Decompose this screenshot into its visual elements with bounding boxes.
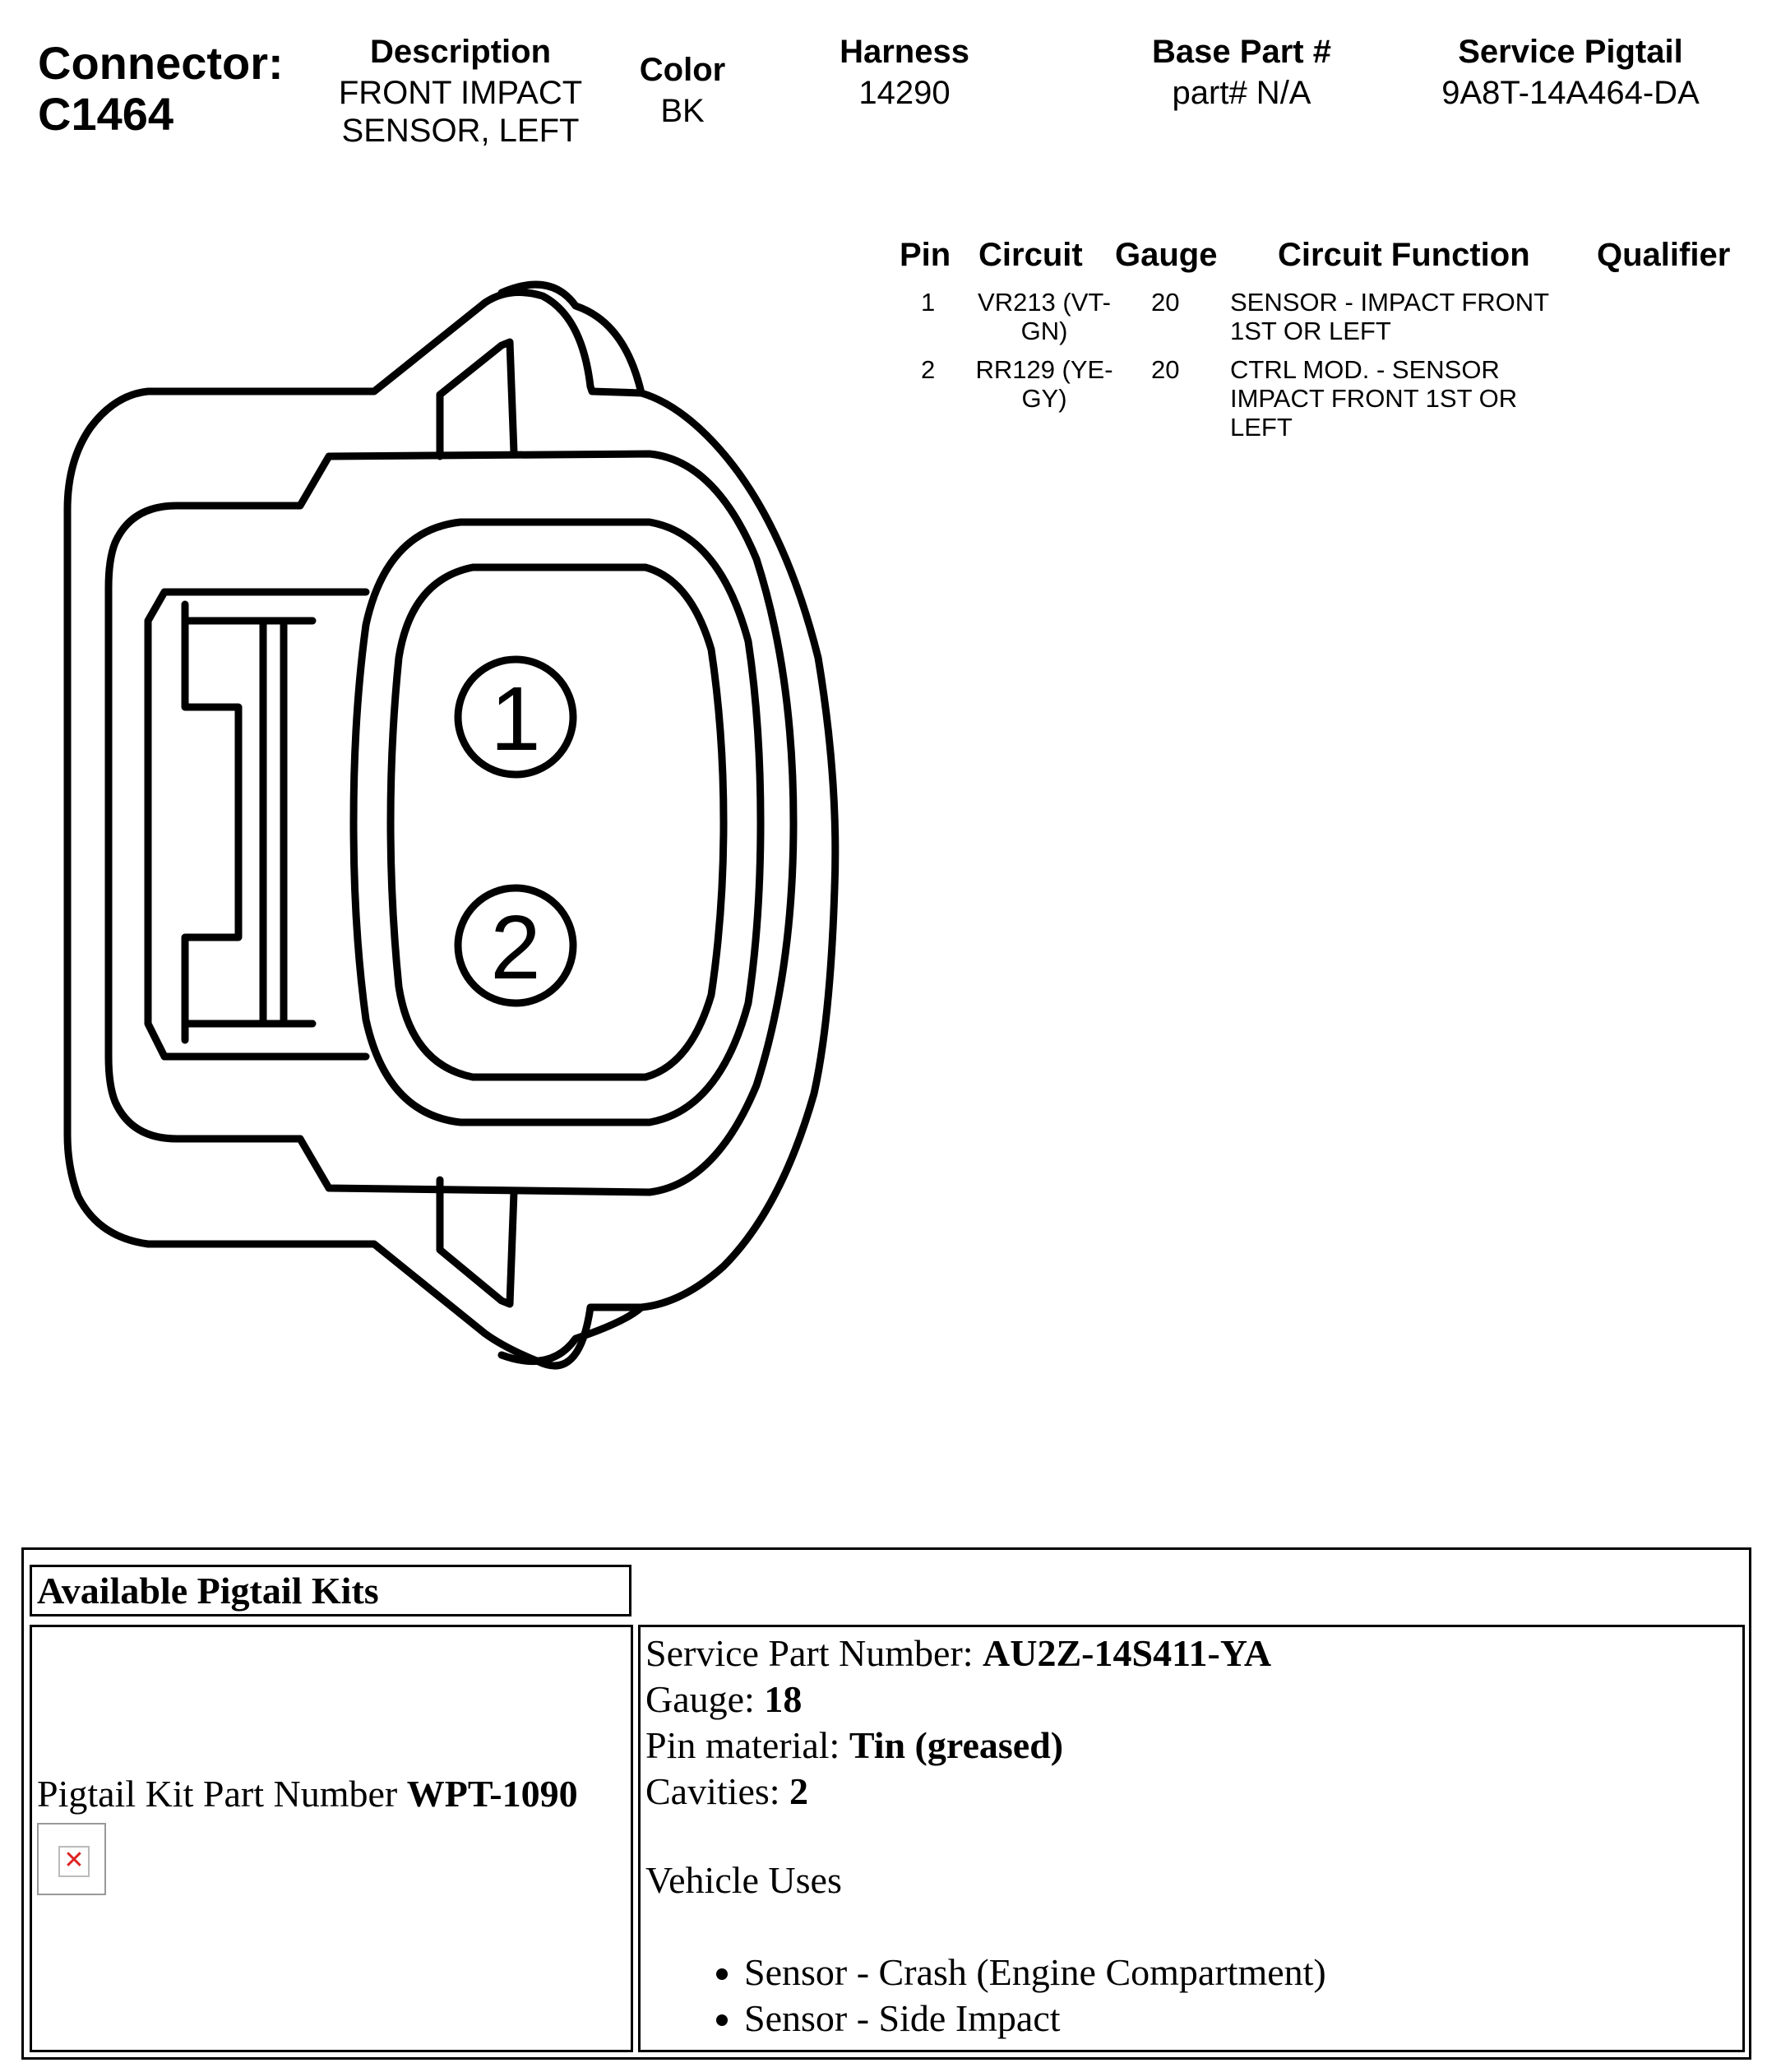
service-pigtail-column — [1414, 30, 1727, 112]
pigtail-kit-cell — [30, 1625, 633, 2052]
harness-value: 14290 — [858, 75, 951, 111]
table-row — [880, 355, 1751, 446]
broken-image-x-icon: ✕ — [58, 1846, 90, 1877]
list-item: • Sensor - Crash (Engine Compartment) — [744, 1949, 1742, 1996]
table-row — [880, 288, 1751, 354]
circuit-code: VR213 (VT- GN) — [978, 288, 1111, 345]
pin-label-1: 1 — [490, 668, 541, 770]
lock-latch-outline — [148, 592, 366, 1057]
pin-number: 2 — [921, 355, 936, 384]
harness-label: Harness — [840, 34, 969, 70]
connector-label: Connector: — [38, 37, 284, 89]
service-pigtail-value: 9A8T-14A464-DA — [1441, 75, 1700, 111]
base-part-column — [1102, 30, 1381, 112]
gauge-line — [645, 1677, 1742, 1723]
service-pigtail-label: Service Pigtail — [1458, 34, 1683, 70]
column-header-circuit: Circuit — [978, 237, 1083, 273]
description-label: Description — [369, 34, 552, 70]
pigtail-kits-heading: Available Pigtail Kits — [30, 1565, 631, 1616]
housing-back-rim — [502, 284, 641, 393]
pin-number: 1 — [921, 288, 936, 317]
circuit-function: SENSOR - IMPACT FRONT 1ST OR LEFT — [1230, 288, 1550, 345]
kit-gauge-value: 18 — [764, 1678, 803, 1720]
service-part-value: AU2Z-14S411-YA — [983, 1632, 1272, 1674]
pigtail-kit-part-number — [37, 1772, 578, 1815]
color-label: Color — [639, 52, 726, 88]
vehicle-uses-label: Vehicle Uses — [645, 1859, 842, 1901]
connector-face-diagram — [0, 0, 855, 1398]
service-part-label: Service Part Number: — [645, 1632, 983, 1674]
connector-id: C1464 — [38, 88, 174, 140]
pin-material-label: Pin material: — [645, 1724, 849, 1766]
gauge-value: 20 — [1151, 355, 1180, 384]
column-header-circuit-function: Circuit Function — [1278, 237, 1530, 273]
pigtail-kit-label: Pigtail Kit Part Number — [37, 1773, 407, 1815]
cavities-label: Cavities: — [645, 1770, 790, 1812]
service-part-line — [645, 1630, 1742, 1677]
pigtail-kit-details — [638, 1625, 1745, 2052]
cavities-line — [645, 1769, 1742, 1815]
housing-inner-outline — [109, 454, 793, 1192]
base-part-label: Base Part # — [1152, 34, 1331, 70]
circuit-code: RR129 (YE- GY) — [975, 355, 1113, 413]
description-value: FRONT IMPACT SENSOR, LEFT — [338, 75, 583, 149]
column-header-qualifier: Qualifier — [1597, 237, 1731, 273]
color-value: BK — [660, 93, 705, 129]
lower-key — [440, 1180, 514, 1304]
vehicle-uses-list — [645, 1949, 1742, 2042]
plug-shroud-inner — [391, 567, 724, 1077]
column-header-gauge: Gauge — [1115, 237, 1218, 273]
cavities-value: 2 — [789, 1770, 809, 1812]
pin-label-2: 2 — [490, 897, 541, 998]
kit-gauge-label: Gauge: — [645, 1678, 765, 1720]
pin-material-line — [645, 1723, 1742, 1769]
pigtail-kit-number: WPT-1090 — [406, 1773, 578, 1815]
gauge-value: 20 — [1151, 288, 1180, 317]
lock-latch-inner — [185, 604, 238, 1040]
circuit-function: CTRL MOD. - SENSOR IMPACT FRONT 1ST OR LEFT — [1230, 355, 1518, 442]
pin-material-value: Tin (greased) — [849, 1724, 1064, 1766]
broken-image-icon — [37, 1823, 106, 1895]
list-item: • Sensor - Side Impact — [744, 1996, 1742, 2042]
base-part-value: part# N/A — [1172, 75, 1311, 111]
column-header-pin: Pin — [900, 237, 951, 273]
upper-key — [440, 342, 514, 456]
